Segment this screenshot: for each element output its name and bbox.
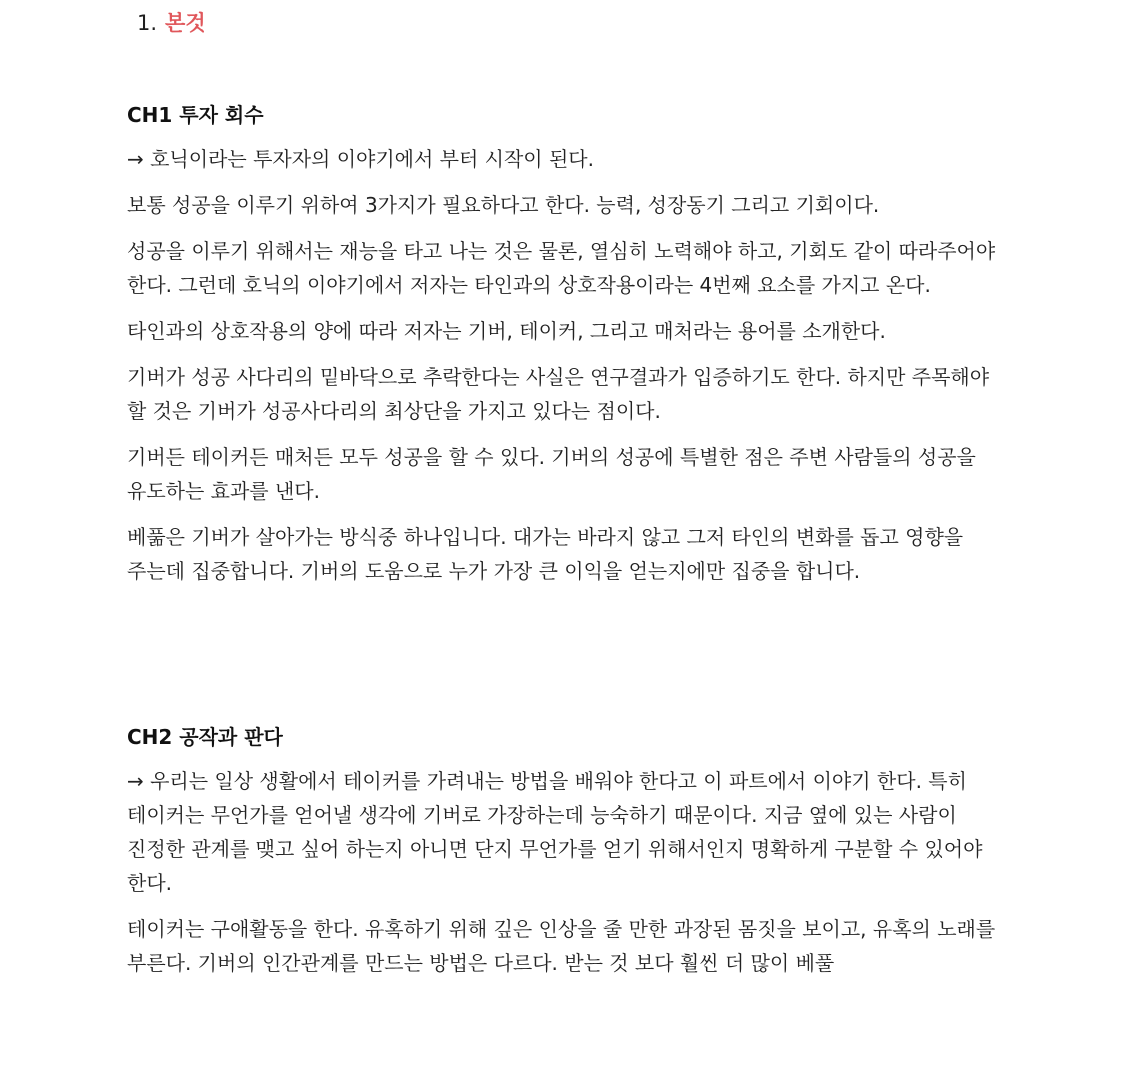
section-heading-ch2: CH2 공작과 판다 — [127, 725, 283, 749]
paragraph: 보통 성공을 이루기 위하여 3가지가 필요하다고 한다. 능력, 성장동기 그리고 기회이다. — [127, 193, 880, 217]
paragraph: → 우리는 일상 생활에서 테이커를 가려내는 방법을 배워야 한다고 이 파트에서 이야기 한다. 특히 테이커는 무언가를 얻어낼 생각에 기버로 가장하는데 능숙하기 때문이다. 지금 옆에 있는 사람이 진정한 관계를 맺고 싶어 하는지 아니면 단지 무언가를 얻기 위해서인지 명확하게 구분할 수 있어야 한다. — [127, 769, 983, 895]
paragraph: 성공을 이루기 위해서는 재능을 타고 나는 것은 물론, 열심히 노력해야 하고, 기회도 같이 따라주어야 한다. 그런데 호닉의 이야기에서 저자는 타인과의 상호작용이라는 4번째 요소를 가지고 온다. — [127, 239, 996, 297]
section-ch1 — [127, 100, 997, 600]
paragraph: 기버든 테이커든 매처든 모두 성공을 할 수 있다. 기버의 성공에 특별한 점은 주변 사람들의 성공을 유도하는 효과를 낸다. — [127, 445, 976, 503]
list-number: 1. — [137, 11, 158, 35]
paragraph: 기버가 성공 사다리의 밑바닥으로 추락한다는 사실은 연구결과가 입증하기도 한다. 하지만 주목해야 할 것은 기버가 성공사다리의 최상단을 가지고 있다는 점이다. — [127, 365, 990, 423]
paragraph: → 호닉이라는 투자자의 이야기에서 부터 시작이 된다. — [127, 147, 594, 171]
list-link-label[interactable]: 본것 — [165, 11, 206, 35]
paragraph: 타인과의 상호작용의 양에 따라 저자는 기버, 테이커, 그리고 매처라는 용어를 소개한다. — [127, 319, 886, 343]
ordered-list-item — [137, 8, 206, 38]
paragraph: 베풂은 기버가 살아가는 방식중 하나입니다. 대가는 바라지 않고 그저 타인의 변화를 돕고 영향을 주는데 집중합니다. 기버의 도움으로 누가 가장 큰 이익을 얻는지에만 집중을 합니다. — [127, 525, 964, 583]
section-heading-ch1: CH1 투자 회수 — [127, 103, 264, 127]
section-ch2 — [127, 722, 997, 992]
paragraph: 테이커는 구애활동을 한다. 유혹하기 위해 깊은 인상을 줄 만한 과장된 몸짓을 보이고, 유혹의 노래를 부른다. 기버의 인간관계를 만드는 방법은 다르다. 받는 것 보다 훨씬 더 많이 베풀 — [127, 917, 996, 975]
